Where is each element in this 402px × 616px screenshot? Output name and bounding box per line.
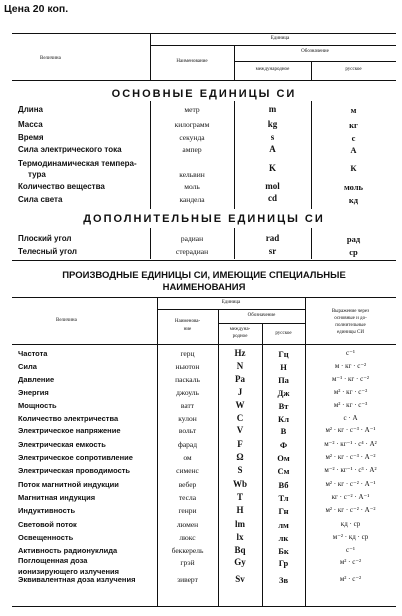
rus-symbol-cell: Гр xyxy=(278,558,289,568)
intl-symbol-cell: Wb xyxy=(232,479,247,489)
rus-symbol-cell: Тл xyxy=(278,493,289,503)
unit-name-cell: вебер xyxy=(178,480,197,489)
quantity-cell: Давление xyxy=(18,375,55,384)
expression-cell: м² · с⁻² xyxy=(339,575,362,583)
price-label: Цена 20 коп. xyxy=(4,3,69,15)
rus-symbol-cell: Гц xyxy=(278,349,289,359)
rule xyxy=(12,344,396,345)
intl-symbol-cell: A xyxy=(269,144,276,154)
quantity-cell: Поток магнитной индукции xyxy=(18,480,119,489)
unit-name-cell: герц xyxy=(180,349,195,358)
intl-symbol-cell: Bq xyxy=(234,545,246,555)
unit-name-cell: сименс xyxy=(176,466,199,475)
quantity-cell: Энергия xyxy=(18,388,49,397)
header-russian: русское xyxy=(345,67,362,72)
rus-symbol-cell: рад xyxy=(346,234,361,244)
header-russian: русское xyxy=(275,331,292,336)
intl-symbol-cell: rad xyxy=(265,233,280,243)
quantity-cell: Телесный угол xyxy=(18,247,77,256)
quantity-cell: Магнитная индукция xyxy=(18,493,96,502)
intl-symbol-cell: sr xyxy=(268,246,277,256)
quantity-cell: Поглощенная доза xyxy=(18,556,88,565)
quantity-cell: Количество электричества xyxy=(18,414,119,423)
expression-cell: м⁻² · кг⁻¹ · с⁴ · А² xyxy=(324,440,377,448)
rule xyxy=(12,297,396,298)
section-basic-title: ОСНОВНЫЕ ЕДИНИЦЫ СИ xyxy=(111,88,297,100)
rule xyxy=(12,80,396,81)
unit-name-cell: кандела xyxy=(179,195,205,204)
quantity-cell: Термодинамическая темпера- xyxy=(18,159,137,168)
unit-name-cell: кельвин xyxy=(179,170,205,179)
header-unit: Единица xyxy=(221,300,241,305)
quantity-cell: Количество вещества xyxy=(18,182,105,191)
quantity-cell: Масса xyxy=(18,120,43,129)
intl-symbol-cell: m xyxy=(268,104,277,114)
expression-cell: м⁻² · кд · ср xyxy=(332,533,369,541)
rus-symbol-cell: К xyxy=(350,163,357,173)
rus-symbol-cell: Ом xyxy=(277,453,290,463)
header-expr-line4: единицы СИ xyxy=(337,330,364,335)
expression-cell: м² · кг · с⁻³ · А⁻¹ xyxy=(325,426,376,434)
rus-symbol-cell: А xyxy=(350,145,357,155)
rus-symbol-cell: В xyxy=(280,426,287,436)
expression-cell: м² · кг · с⁻³ · А⁻² xyxy=(325,453,376,461)
rus-symbol-cell: Бк xyxy=(278,546,289,556)
expression-cell: м⁻¹ · кг · с⁻² xyxy=(331,375,370,383)
rus-symbol-cell: м xyxy=(350,105,357,115)
unit-name-cell: ом xyxy=(183,453,192,462)
expression-cell: с⁻¹ xyxy=(346,349,355,357)
rus-symbol-cell: Дж xyxy=(277,388,290,398)
header-designation: Обозначение xyxy=(247,313,276,318)
rus-symbol-cell: лк xyxy=(278,533,289,543)
header-unit: Единица xyxy=(270,36,290,41)
quantity-cell: Активность радионуклида xyxy=(18,546,118,555)
rus-symbol-cell: с xyxy=(351,133,356,143)
header-international: международное xyxy=(255,67,290,72)
header-expr-line3: полнительные xyxy=(335,323,366,328)
header-name: Наименование xyxy=(176,59,208,64)
rus-symbol-cell: Гн xyxy=(278,506,289,516)
header-expr-line1: Выражение через xyxy=(331,309,370,314)
quantity-cell: Сила электрического тока xyxy=(18,145,122,154)
expression-cell: с⁻¹ xyxy=(346,546,355,554)
rule xyxy=(157,309,305,310)
unit-name-cell: метр xyxy=(184,105,200,114)
rus-symbol-cell: Кл xyxy=(278,414,289,424)
quantity-cell: Световой поток xyxy=(18,520,77,529)
expression-cell: м⁻² · кг⁻¹ · с³ · А² xyxy=(324,466,377,474)
unit-name-cell: килограмм xyxy=(174,120,210,129)
quantity-cell: Длина xyxy=(18,105,43,114)
unit-name-cell: моль xyxy=(184,182,200,191)
quantity-cell: Индуктивность xyxy=(18,506,76,515)
quantity-cell: Частота xyxy=(18,349,48,358)
intl-symbol-cell: lm xyxy=(235,519,245,529)
rule xyxy=(311,101,312,209)
rus-symbol-cell: лм xyxy=(278,520,289,530)
quantity-cell: Освещенность xyxy=(18,533,74,542)
rus-symbol-cell: Н xyxy=(280,362,287,372)
unit-name-cell: тесла xyxy=(178,493,197,502)
rus-symbol-cell: ср xyxy=(349,247,358,257)
intl-symbol-cell: Hz xyxy=(234,348,246,358)
expression-cell: с · А xyxy=(343,414,358,422)
unit-name-cell: кулон xyxy=(178,414,197,423)
unit-name-cell: вольт xyxy=(178,426,197,435)
rule xyxy=(150,33,151,80)
intl-symbol-cell: Ω xyxy=(236,452,244,462)
unit-name-cell: джоуль xyxy=(176,388,199,397)
rus-symbol-cell: Зв xyxy=(278,575,289,585)
intl-symbol-cell: lx xyxy=(236,532,244,542)
unit-name-cell: радиан xyxy=(180,234,204,243)
rule xyxy=(12,606,396,607)
unit-name-cell: фарад xyxy=(177,440,198,449)
rus-symbol-cell: кг xyxy=(349,120,358,130)
intl-symbol-cell: Pa xyxy=(235,374,245,384)
expression-cell: м · кг · с⁻² xyxy=(334,362,367,370)
header-name-line1: Наименова- xyxy=(174,319,201,324)
intl-symbol-cell: C xyxy=(236,413,244,423)
expression-cell: кг · с⁻² · А⁻¹ xyxy=(331,493,370,501)
rule xyxy=(234,61,396,62)
intl-symbol-cell: V xyxy=(236,425,244,435)
derived-title-line1: ПРОИЗВОДНЫЕ ЕДИНИЦЫ СИ, ИМЕЮЩИЕ СПЕЦИАЛЬНЫЕ xyxy=(62,270,346,281)
header-expr-line2: основные и до- xyxy=(334,316,367,321)
rus-symbol-cell: Ф xyxy=(279,440,288,450)
quantity-cell: Время xyxy=(18,133,44,142)
quantity-cell: Сила xyxy=(18,362,37,371)
quantity-cell: Электрическое напряжение xyxy=(18,426,121,435)
intl-symbol-cell: S xyxy=(237,465,243,475)
rule xyxy=(150,101,151,209)
rule xyxy=(12,33,396,34)
header-name-line2: ние xyxy=(183,327,192,332)
expression-cell: кд · ср xyxy=(340,520,361,528)
unit-name-cell: грэй xyxy=(180,558,195,567)
unit-name-cell: зиверт xyxy=(177,575,198,584)
unit-name-cell: генри xyxy=(178,506,197,515)
quantity-cell: Электрическая емкость xyxy=(18,440,106,449)
rus-symbol-cell: кд xyxy=(348,195,359,205)
unit-name-cell: люкс xyxy=(179,533,196,542)
quantity-cell: Мощность xyxy=(18,401,57,410)
intl-symbol-cell: T xyxy=(236,492,243,502)
rule xyxy=(150,45,396,46)
unit-name-cell: паскаль xyxy=(175,375,200,384)
intl-symbol-cell: W xyxy=(235,400,245,410)
expression-cell: м² · кг · с⁻² · А⁻² xyxy=(325,506,376,514)
intl-symbol-cell: Gy xyxy=(234,557,246,567)
header-quantity: Величина xyxy=(40,56,61,61)
unit-name-cell: стерадиан xyxy=(175,247,209,256)
intl-symbol-cell: s xyxy=(270,132,275,142)
intl-symbol-cell: H xyxy=(236,505,244,515)
expression-cell: м² · кг · с⁻² · А⁻¹ xyxy=(325,480,376,488)
unit-name-cell: ампер xyxy=(182,145,202,154)
intl-symbol-cell: N xyxy=(236,361,244,371)
rule xyxy=(12,260,396,261)
expression-cell: м² · кг · с⁻³ xyxy=(333,401,368,409)
quantity-cell-cont: ионизирующего излучения xyxy=(18,567,120,576)
header-designation: Обозначение xyxy=(301,49,329,54)
quantity-cell: Эквивалентная доза излучения xyxy=(18,575,136,584)
intl-symbol-cell: kg xyxy=(267,119,278,129)
unit-name-cell: беккерель xyxy=(171,546,204,555)
rus-symbol-cell: Вт xyxy=(278,401,289,411)
expression-cell: м² · с⁻² xyxy=(339,558,362,566)
rus-symbol-cell: моль xyxy=(343,182,364,192)
rus-symbol-cell: См xyxy=(277,466,290,476)
intl-symbol-cell: Sv xyxy=(235,574,245,584)
quantity-cell: Плоский угол xyxy=(18,234,72,243)
header-international: междуна- xyxy=(229,327,251,332)
derived-title-line2: НАИМЕНОВАНИЯ xyxy=(162,282,246,293)
quantity-cell: Электрическое сопротивление xyxy=(18,453,133,462)
intl-symbol-cell: J xyxy=(237,387,243,397)
quantity-cell-cont: тура xyxy=(28,170,46,179)
quantity-cell: Электрическая проводимость xyxy=(18,466,131,475)
expression-cell: м² · кг · с⁻² xyxy=(333,388,368,396)
unit-name-cell: секунда xyxy=(179,133,205,142)
quantity-cell: Сила света xyxy=(18,195,63,204)
header-quantity: Величина xyxy=(56,318,77,323)
intl-symbol-cell: mol xyxy=(265,181,280,191)
rus-symbol-cell: Па xyxy=(278,375,289,385)
rus-symbol-cell: Вб xyxy=(278,480,289,490)
header-international-line2: родное xyxy=(232,334,248,339)
intl-symbol-cell: K xyxy=(268,163,276,173)
unit-name-cell: ватт xyxy=(180,401,195,410)
unit-name-cell: ньютон xyxy=(175,362,200,371)
unit-name-cell: люмен xyxy=(176,520,199,529)
section-extra-title: ДОПОЛНИТЕЛЬНЫЕ ЕДИНИЦЫ СИ xyxy=(83,213,325,225)
intl-symbol-cell: F xyxy=(237,439,243,449)
intl-symbol-cell: cd xyxy=(268,193,277,203)
